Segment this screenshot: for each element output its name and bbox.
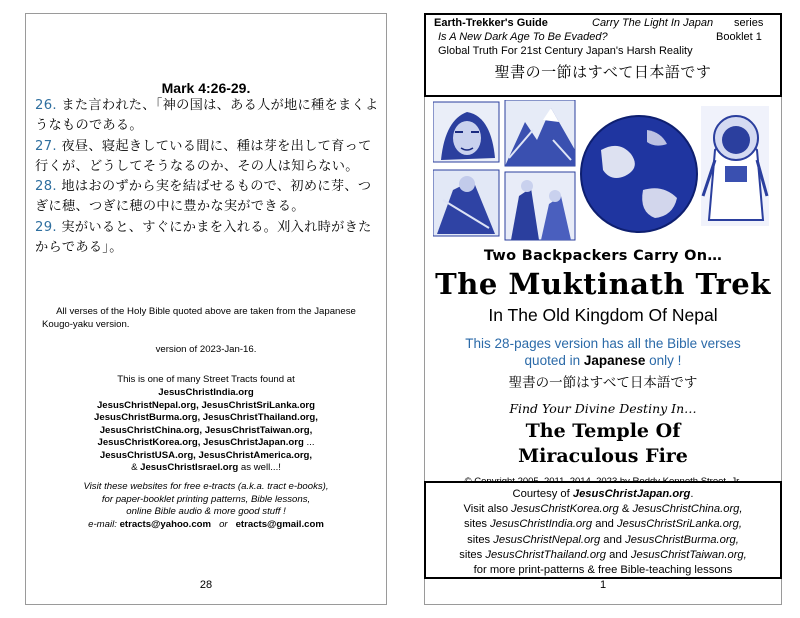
backpackers-tagline: Two Backpackers Carry On… xyxy=(483,248,723,264)
portrait-photo xyxy=(433,102,499,162)
site-line-part: JesusChristIsrael.org xyxy=(140,462,239,473)
visit-line: online Bible audio & more good stuff ! xyxy=(126,506,286,517)
series-name: Carry The Light In Japan xyxy=(592,17,714,29)
verse-text: また言われた、「神の国は、ある人が地に種をまくようなものである。 xyxy=(35,98,379,134)
series-question: Is A New Dark Age To Be Evaded? xyxy=(438,31,608,43)
verse-number: 26. xyxy=(35,98,57,113)
courtesy-part: and xyxy=(606,548,631,561)
verse-number: 29. xyxy=(35,219,57,235)
version-note-line xyxy=(425,352,781,369)
courtesy-line xyxy=(426,502,780,517)
series-header-box xyxy=(424,13,782,97)
courtesy-line xyxy=(426,517,780,532)
courtesy-part: sites xyxy=(467,533,494,546)
site-line: JesusChristBurma.org, JesusChristThailand.org, xyxy=(94,412,318,423)
site-line-part: & xyxy=(131,462,141,473)
earth-globe-image xyxy=(581,116,697,232)
site-line-part: JesusChristKorea.org, JesusChristJapan.org xyxy=(97,437,304,448)
site-line-part: ... xyxy=(303,437,315,448)
note-part: Japanese xyxy=(583,353,646,368)
version-note xyxy=(425,335,781,369)
version-text: version of 2023-Jan-16. xyxy=(155,344,257,355)
courtesy-site: JesusChristNepal.org xyxy=(493,533,601,546)
hikers-photo xyxy=(505,172,575,240)
email-or: or xyxy=(219,518,228,530)
courtesy-site: JesusChristTaiwan.org, xyxy=(630,548,747,561)
site-line: JesusChristUSA.org, JesusChristAmerica.org, xyxy=(99,449,313,461)
courtesy-line xyxy=(426,548,780,563)
temple-title-line: The Temple Of xyxy=(525,420,681,442)
find-destiny-text: Find Your Divine Destiny In… xyxy=(509,401,697,416)
courtesy-site: JesusChristChina.org, xyxy=(632,503,743,516)
site-line xyxy=(26,437,386,450)
site-line: JesusChristChina.org, JesusChristTaiwan.org, xyxy=(99,424,313,436)
temple-title-line: Miraculous Fire xyxy=(518,445,688,467)
verse-number: 28. xyxy=(35,179,57,195)
courtesy-site: JesusChristIndia.org xyxy=(490,518,593,531)
courtesy-part: & xyxy=(618,503,633,516)
courtesy-part: sites xyxy=(464,518,491,531)
visit-text xyxy=(26,481,386,531)
verse-text: 実がいると、すぐにかまを入れる。刈入れ時がきたからである」。 xyxy=(35,219,372,256)
verse-text: 夜昼、寝起きしている間に、種は芽を出して育って行くが、どうしてそうなるのか、その人は知らない。 xyxy=(35,138,372,174)
email-address: etracts@yahoo.com xyxy=(119,518,212,530)
courtesy-site: JesusChristKorea.org xyxy=(511,503,619,516)
verse-text: 地はおのずから実を結ばせるもので、初めに芽、つぎに穂、つぎに穂の中に豊かな実ができる。 xyxy=(35,179,372,215)
source-note-line: Kougo-yaku version. xyxy=(42,318,130,330)
courtesy-site: JesusChristBurma.org, xyxy=(625,533,739,546)
courtesy-site: JesusChristSriLanka.org, xyxy=(617,518,742,531)
courtesy-box xyxy=(424,481,782,579)
temple-title xyxy=(425,419,781,469)
email-label: e-mail: xyxy=(88,518,117,530)
site-list xyxy=(26,387,386,475)
booklet-number: Booklet 1 xyxy=(716,31,762,43)
visit-line: for paper-booklet printing patterns, Bible lessons, xyxy=(101,493,311,505)
courtesy-part: . xyxy=(690,488,694,500)
series-word: series xyxy=(734,17,764,29)
note-part: only ! xyxy=(645,353,682,368)
guide-name: Earth-Trekker's Guide xyxy=(434,17,548,29)
page-number: 1 xyxy=(599,579,607,591)
site-line: JesusChristNepal.org, JesusChristSriLanka.org xyxy=(96,399,316,411)
email-address: etracts@gmail.com xyxy=(235,518,324,530)
mountain-photo xyxy=(505,100,575,166)
site-line-part: as well...! xyxy=(238,462,281,473)
verse-block xyxy=(35,96,380,258)
left-booklet-page xyxy=(25,13,387,605)
passage-title: Mark 4:26-29. xyxy=(161,80,251,96)
source-note-line: All verses of the Holy Bible quoted above are taken from the Japanese xyxy=(56,306,356,317)
courtesy-site: JesusChristJapan.org xyxy=(572,488,691,500)
courtesy-line xyxy=(426,533,780,548)
courtesy-line: for more print-patterns & free Bible-teaching lessons xyxy=(473,564,733,577)
japanese-note: 聖書の一節はすべて日本語です xyxy=(508,375,698,391)
japanese-header-line: 聖書の一節はすべて日本語です xyxy=(494,63,712,81)
truth-line: Global Truth For 21st Century Japan's Harsh Reality xyxy=(438,45,693,57)
verse-number: 27. xyxy=(35,138,57,154)
backpacker-photo xyxy=(433,170,499,236)
courtesy-part: Courtesy of xyxy=(512,488,573,500)
email-line xyxy=(26,519,386,532)
note-part: quoted in xyxy=(524,353,584,368)
visit-line: Visit these websites for free e-tracts (a.k.a. tract e-books), xyxy=(83,481,329,492)
courtesy-line xyxy=(426,487,780,502)
cover-image-collage xyxy=(433,100,773,246)
courtesy-part: Visit also xyxy=(463,503,512,516)
astronaut-image xyxy=(701,106,769,226)
courtesy-part: sites xyxy=(459,548,486,561)
book-title: The Muktinath Trek xyxy=(435,267,771,301)
tracts-intro: This is one of many Street Tracts found at xyxy=(117,374,295,385)
site-line xyxy=(26,462,386,475)
courtesy-part: and xyxy=(600,533,626,546)
source-note xyxy=(26,306,386,331)
book-subtitle: In The Old Kingdom Of Nepal xyxy=(488,305,718,325)
page-number: 28 xyxy=(199,579,213,591)
courtesy-part: and xyxy=(592,518,617,531)
courtesy-site: JesusChristThailand.org xyxy=(485,548,606,561)
site-line: JesusChristIndia.org xyxy=(158,387,254,398)
version-note-line: This 28-pages version has all the Bible verses xyxy=(465,336,741,351)
